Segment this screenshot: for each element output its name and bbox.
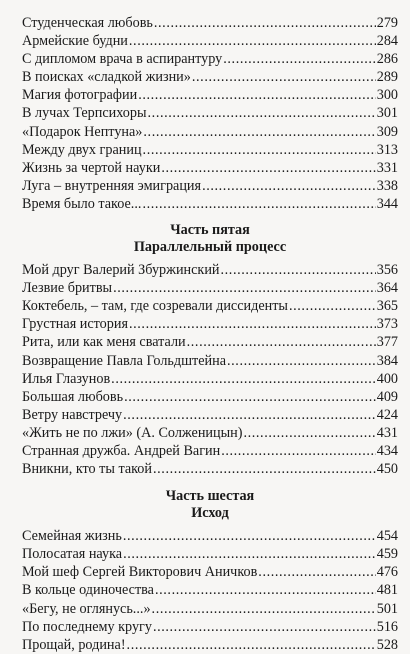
toc-entry-title: В кольце одиночества	[22, 582, 154, 599]
toc-entry-title: Грустная история	[22, 316, 128, 333]
toc-entry	[22, 333, 398, 351]
toc-entry-title: С дипломом врача в аспирантуру	[22, 51, 223, 68]
toc-entry-title: Возвращение Павла Гольдштейна	[22, 352, 227, 369]
toc-list-top	[22, 14, 398, 213]
toc-entry	[22, 388, 398, 406]
toc-entry-title: Мой шеф Сергей Викторович Аничков	[22, 564, 258, 581]
toc-leader-dots	[138, 86, 376, 104]
toc-list-part-six	[22, 527, 398, 654]
toc-entry-title: Ветру навстречу	[22, 406, 123, 423]
toc-leader-dots	[221, 261, 376, 279]
toc-entry-page-number: 356	[376, 262, 398, 279]
toc-entry	[22, 141, 398, 159]
toc-leader-dots	[129, 32, 376, 50]
toc-entry-title: Странная дружба. Андрей Вагин	[22, 442, 221, 459]
toc-entry-title: Мой друг Валерий Збуржинский	[22, 262, 220, 279]
toc-entry-page-number: 501	[376, 600, 398, 617]
toc-entry	[22, 123, 398, 141]
toc-entry-page-number: 289	[376, 69, 398, 86]
toc-entry	[22, 370, 398, 388]
toc-entry-title: В лучах Терпсихоры	[22, 105, 147, 122]
toc-leader-dots	[258, 563, 375, 581]
toc-entry-title: Армейские будни	[22, 33, 128, 50]
toc-entry-page-number: 309	[376, 123, 398, 140]
toc-entry	[22, 159, 398, 177]
toc-entry-title: Жизнь за чертой науки	[22, 159, 161, 176]
toc-leader-dots	[152, 600, 376, 618]
toc-entry-page-number: 331	[376, 159, 398, 176]
toc-leader-dots	[127, 636, 376, 654]
toc-entry-title: Между двух границ	[22, 141, 142, 158]
toc-leader-dots	[143, 141, 376, 159]
toc-leader-dots	[192, 68, 376, 86]
toc-leader-dots	[124, 388, 376, 406]
toc-leader-dots	[227, 352, 376, 370]
part-five-label: Часть пятая	[170, 222, 250, 239]
toc-entry	[22, 261, 398, 279]
toc-leader-dots	[153, 460, 376, 478]
toc-entry-title: Коктебель, – там, где созревали диссиденты	[22, 298, 288, 315]
toc-entry-title: По последнему кругу	[22, 618, 152, 635]
toc-entry-title: «Подарок Нептуна»	[22, 123, 143, 140]
toc-entry-page-number: 300	[376, 87, 398, 104]
toc-list-part-five	[22, 261, 398, 478]
toc-entry-title: Лезвие бритвы	[22, 280, 113, 297]
toc-entry-title: Прощай, родина!	[22, 636, 126, 653]
toc-entry	[22, 68, 398, 86]
toc-entry-page-number: 377	[376, 334, 398, 351]
toc-entry	[22, 424, 398, 442]
toc-entry	[22, 297, 398, 315]
toc-entry	[22, 14, 398, 32]
toc-entry-page-number: 365	[376, 298, 398, 315]
toc-entry-page-number: 344	[376, 195, 398, 212]
toc-entry-page-number: 459	[376, 546, 398, 563]
toc-entry	[22, 50, 398, 68]
toc-leader-dots	[129, 315, 376, 333]
toc-entry-page-number: 286	[376, 51, 398, 68]
toc-entry-title: Полосатая наука	[22, 546, 123, 563]
toc-leader-dots	[243, 424, 375, 442]
part-six-label: Часть шестая	[165, 488, 255, 505]
toc-entry-page-number: 384	[376, 352, 398, 369]
toc-entry	[22, 86, 398, 104]
toc-entry-title: Большая любовь	[22, 388, 124, 405]
toc-leader-dots	[148, 104, 376, 122]
toc-leader-dots	[153, 618, 376, 636]
toc-entry-title: Илья Глазунов	[22, 370, 111, 387]
toc-leader-dots	[123, 527, 376, 545]
toc-entry-page-number: 301	[376, 105, 398, 122]
toc-entry	[22, 177, 398, 195]
toc-entry-title: Рита, или как меня сватали	[22, 334, 186, 351]
toc-entry	[22, 195, 398, 213]
toc-entry-page-number: 400	[376, 370, 398, 387]
toc-leader-dots	[113, 279, 376, 297]
toc-entry-title: Время было такое...	[22, 195, 142, 212]
toc-entry-title: Магия фотографии	[22, 87, 138, 104]
toc-leader-dots	[143, 123, 375, 141]
toc-entry	[22, 352, 398, 370]
toc-entry-page-number: 476	[376, 564, 398, 581]
toc-entry	[22, 600, 398, 618]
toc-leader-dots	[111, 370, 376, 388]
toc-entry-page-number: 481	[376, 582, 398, 599]
toc-entry	[22, 527, 398, 545]
toc-leader-dots	[123, 545, 376, 563]
toc-entry-page-number: 279	[376, 15, 398, 31]
toc-entry-title: Студенческая любовь	[22, 15, 153, 31]
toc-leader-dots	[289, 297, 376, 315]
toc-entry-page-number: 454	[376, 528, 398, 545]
toc-leader-dots	[123, 406, 376, 424]
toc-entry	[22, 581, 398, 599]
toc-entry-page-number: 409	[376, 388, 398, 405]
toc-entry	[22, 618, 398, 636]
toc-entry	[22, 636, 398, 654]
toc-leader-dots	[154, 14, 376, 32]
toc-entry-page-number: 313	[376, 141, 398, 158]
toc-entry-page-number: 424	[376, 406, 398, 423]
toc-leader-dots	[142, 195, 375, 213]
part-six-title: Исход	[191, 505, 229, 522]
toc-leader-dots	[223, 50, 375, 68]
toc-leader-dots	[221, 442, 376, 460]
toc-leader-dots	[187, 333, 376, 351]
toc-entry-page-number: 338	[376, 177, 398, 194]
toc-leader-dots	[155, 581, 376, 599]
toc-leader-dots	[161, 159, 375, 177]
toc-entry	[22, 563, 398, 581]
toc-entry-title: «Бегу, не оглянусь...»	[22, 600, 151, 617]
toc-entry	[22, 406, 398, 424]
toc-entry-title: Семейная жизнь	[22, 528, 122, 545]
toc-entry	[22, 460, 398, 478]
toc-entry-page-number: 373	[376, 316, 398, 333]
toc-entry	[22, 104, 398, 122]
toc-entry-page-number: 528	[376, 636, 398, 653]
toc-entry-page-number: 431	[376, 424, 398, 441]
toc-entry-page-number: 516	[376, 618, 398, 635]
toc-entry-page-number: 284	[376, 33, 398, 50]
toc-entry-title: Луга – внутренняя эмиграция	[22, 177, 202, 194]
toc-entry	[22, 545, 398, 563]
toc-entry-title: В поисках «сладкой жизни»	[22, 69, 191, 86]
toc-entry	[22, 279, 398, 297]
toc-entry	[22, 442, 398, 460]
toc-entry-title: «Жить не по лжи» (А. Солженицын)	[22, 424, 243, 441]
part-five-title: Параллельный процесс	[133, 239, 287, 256]
toc-entry-page-number: 434	[376, 442, 398, 459]
toc-leader-dots	[202, 177, 376, 195]
toc-entry-page-number: 364	[376, 280, 398, 297]
toc-entry-title: Вникни, кто ты такой	[22, 461, 152, 478]
toc-entry	[22, 32, 398, 50]
toc-entry-page-number: 450	[376, 461, 398, 478]
toc-entry	[22, 315, 398, 333]
